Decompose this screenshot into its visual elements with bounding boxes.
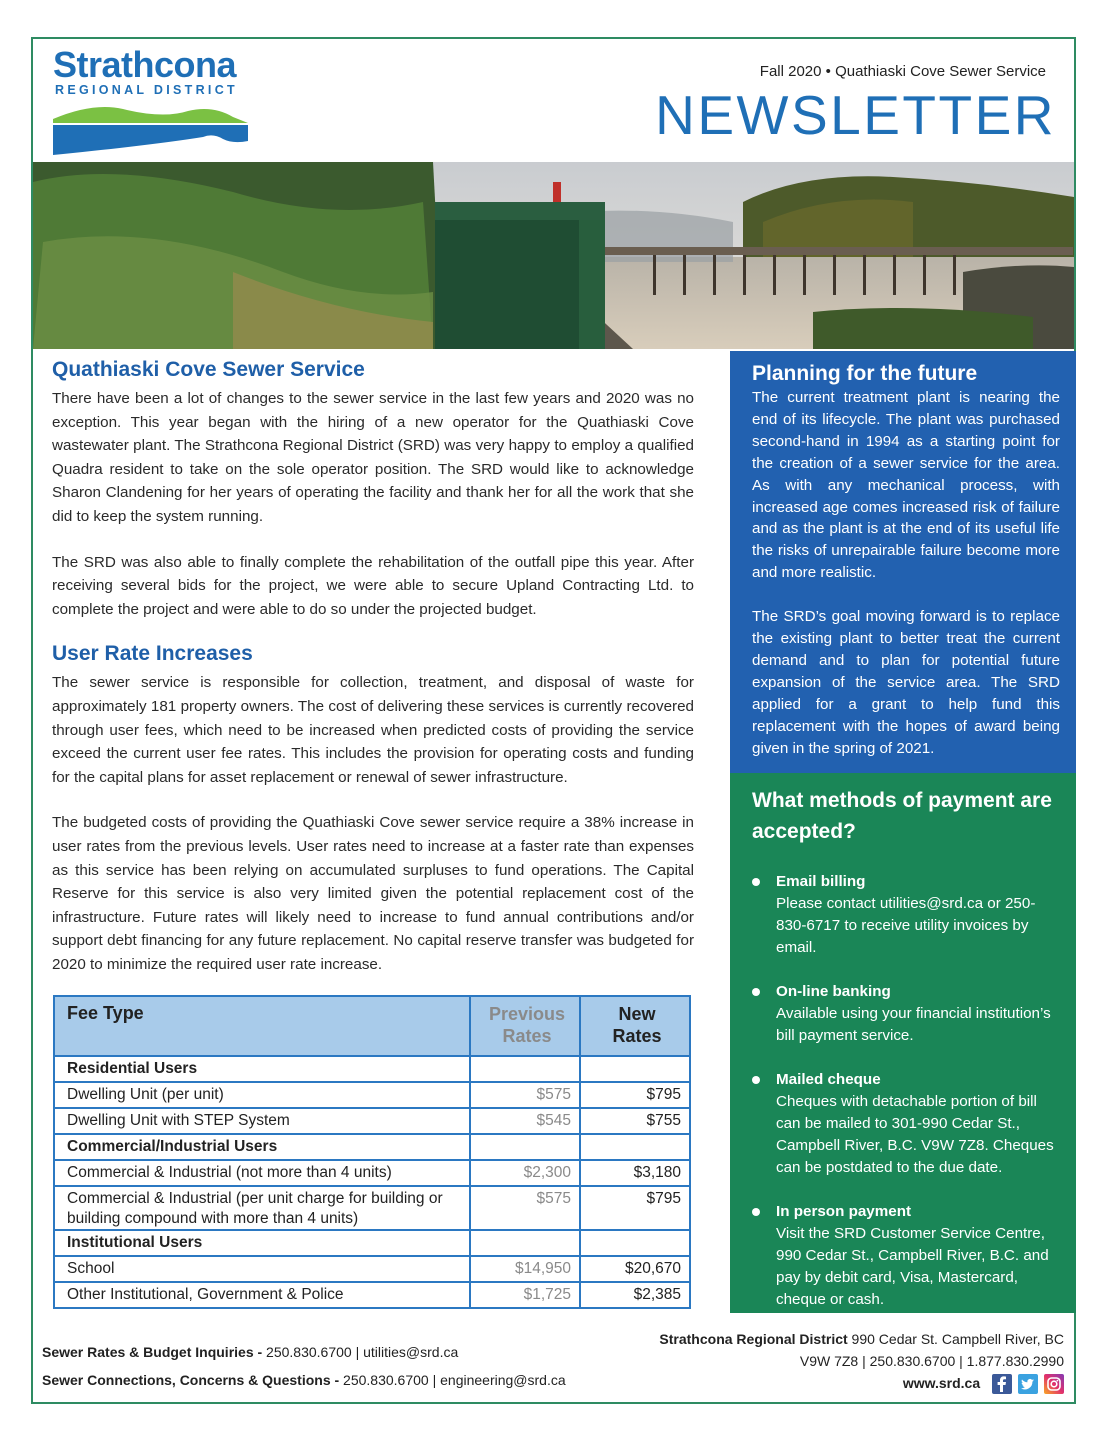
new-rate-cell — [580, 1134, 690, 1160]
payment-title: On-line banking — [776, 983, 891, 1000]
planning-paragraph-2: The SRD’s goal moving forward is to replace the existing plant to better treat the current demand and to plan for potential future expansion of the service area. The SRD applied for a grant to help fund this replacement with the hopes of award being given in the spring of 2021. — [752, 608, 1060, 757]
new-rate-cell: $755 — [580, 1108, 690, 1134]
table-row — [54, 1256, 690, 1282]
footer-org-name: Strathcona Regional District — [659, 1331, 848, 1347]
footer-label: Sewer Connections, Concerns & Questions - — [42, 1372, 340, 1388]
planning-heading: Planning for the future — [752, 362, 978, 385]
table-row — [54, 1082, 690, 1108]
twitter-icon[interactable] — [1018, 1374, 1038, 1394]
new-rate-cell — [580, 1056, 690, 1082]
issue-line: Fall 2020 • Quathiaski Cove Sewer Service — [759, 63, 1046, 80]
table-category-row — [54, 1230, 690, 1256]
instagram-icon[interactable] — [1044, 1374, 1064, 1394]
table-category-row — [54, 1056, 690, 1082]
footer-label: Sewer Rates & Budget Inquiries - — [42, 1344, 263, 1360]
previous-rate-cell — [470, 1230, 580, 1256]
table-category-row — [54, 1134, 690, 1160]
payment-text: Cheques with detachable portion of bill can be mailed to 301-990 Cedar St., Campbell River, B.C. V9W 7Z8. Cheques can be postdated to the due date. — [776, 1093, 1054, 1176]
waterfront-photo-image — [33, 162, 1074, 349]
sewer-service-paragraph-1: There have been a lot of changes to the sewer service in the last few years and 2020 was no exception. This year began with the hiring of a new operator for the Quathiaski Cove wastewater plant. The Strathcona Regional District (SRD) was very happy to employ a qualified Quadra resident to take on the sole operator position. The SRD would like to acknowledge Sharon Clandening for her years of operating the facility and thank her for all the work that she did to keep the system running. — [52, 390, 694, 525]
footer-rates-inquiries — [42, 1338, 566, 1366]
payment-item-in-person — [752, 1201, 1060, 1311]
header — [33, 39, 1074, 162]
bullet-icon — [752, 1208, 760, 1216]
section-heading-rate-increases: User Rate Increases — [52, 642, 253, 666]
new-rate-cell: $2,385 — [580, 1282, 690, 1308]
header-new-rates: New Rates — [580, 996, 690, 1056]
footer-value: 250.830.6700 | engineering@srd.ca — [339, 1372, 566, 1388]
payment-title: In person payment — [776, 1203, 912, 1220]
previous-rate-cell — [470, 1056, 580, 1082]
new-rate-cell: $795 — [580, 1082, 690, 1108]
header-previous-rates: Previous Rates — [470, 996, 580, 1056]
footer-address-line — [659, 1328, 1064, 1350]
logo-landscape-icon — [53, 97, 253, 157]
previous-rate-cell: $545 — [470, 1108, 580, 1134]
rates-table — [53, 995, 691, 1309]
previous-rate-cell: $1,725 — [470, 1282, 580, 1308]
payment-title: Mailed cheque — [776, 1071, 881, 1088]
social-links — [992, 1374, 1064, 1394]
footer-connections-inquiries — [42, 1366, 566, 1394]
new-rate-cell: $3,180 — [580, 1160, 690, 1186]
fee-type-cell: Commercial & Industrial (per unit charge for building or building compound with more than 4 units) — [54, 1186, 470, 1230]
rate-increases-paragraph-1: The sewer service is responsible for collection, treatment, and disposal of waste for approximately 181 property owners. The cost of delivering these services is currently recovered through user fees, which need to be increased when predicted costs of providing the service exceed the current user fee rates. This includes the provision for operating costs and funding for the capital plans for asset replacement or renewal of sewer infrastructure. — [52, 674, 694, 786]
payment-title: Email billing — [776, 873, 866, 890]
footer-value: 250.830.6700 | utilities@srd.ca — [262, 1344, 459, 1360]
previous-rate-cell: $2,300 — [470, 1160, 580, 1186]
sewer-service-paragraph-2: The SRD was also able to finally complete the rehabilitation of the outfall pipe this year. After receiving several bids for the project, we were able to secure Upland Contracting Ltd. to complete the project and were able to do so under the projected budget. — [52, 553, 694, 618]
bullet-icon — [752, 1076, 760, 1084]
rate-increases-paragraph-2: The budgeted costs of providing the Quathiaski Cove sewer service require a 38% increase in user rates from the previous levels. User rates need to increase at a faster rate than expenses as this service has been relying on accumulated surpluses to fund operations. The Capital Reserve for this service is also very limited given the potential replacement cost of the infrastructure. Future rates will likely need to increase to fund annual contributions and/or support debt financing for any future replacement. No capital reserve transfer was budgeted for 2020 to minimize the required user rate increase. — [52, 814, 694, 973]
table-row — [54, 1160, 690, 1186]
table-row — [54, 1186, 690, 1230]
new-rate-cell: $795 — [580, 1186, 690, 1230]
main-column — [52, 357, 694, 976]
fee-type-cell: Dwelling Unit (per unit) — [54, 1082, 470, 1108]
footer-postal-phone: V9W 7Z8 | 250.830.6700 | 1.877.830.2990 — [799, 1353, 1064, 1369]
new-rate-cell: $20,670 — [580, 1256, 690, 1282]
footer-web-line — [659, 1372, 1064, 1394]
fee-type-cell: Dwelling Unit with STEP System — [54, 1108, 470, 1134]
newsletter-title: NEWSLETTER — [655, 84, 1056, 146]
fee-type-cell: Commercial & Industrial (not more than 4 units) — [54, 1160, 470, 1186]
facebook-icon[interactable] — [992, 1374, 1012, 1394]
previous-rate-cell: $575 — [470, 1082, 580, 1108]
payment-item-mailed-cheque — [752, 1069, 1060, 1179]
rates-table-header — [54, 996, 690, 1056]
bullet-icon — [752, 878, 760, 886]
logo-name: Strathcona — [53, 44, 237, 85]
payment-text: Please contact utilities@srd.ca or 250-830-6717 to receive utility invoices by email. — [776, 895, 1036, 956]
fee-type-cell: Other Institutional, Government & Police — [54, 1282, 470, 1308]
hero-photo — [33, 162, 1074, 349]
previous-rate-cell: $575 — [470, 1186, 580, 1230]
previous-rate-cell: $14,950 — [470, 1256, 580, 1282]
payment-heading: What methods of payment are accepted? — [752, 789, 1052, 843]
fee-type-cell: School — [54, 1256, 470, 1282]
header-fee-type: Fee Type — [54, 996, 470, 1056]
logo-subtitle: REGIONAL DISTRICT — [55, 83, 238, 97]
fee-type-cell: Residential Users — [54, 1056, 470, 1082]
previous-rate-cell — [470, 1134, 580, 1160]
footer-address: 990 Cedar St. Campbell River, BC — [847, 1331, 1064, 1347]
payment-item-online-banking — [752, 981, 1060, 1047]
table-row — [54, 1282, 690, 1308]
footer-contacts — [42, 1338, 566, 1394]
planning-paragraph-1: The current treatment plant is nearing the end of its lifecycle. The plant was purchased second-hand in 1994 as a starting point for the creation of a sewer service for the area. As with any mechanical process, with increased age comes increased risk of failure and as the plant is at the end of its useful life the risks of unrepairable failure become more and more realistic. — [752, 389, 1060, 582]
bullet-icon — [752, 988, 760, 996]
website-link[interactable]: www.srd.ca — [902, 1375, 981, 1391]
section-heading-sewer-service: Quathiaski Cove Sewer Service — [52, 358, 365, 381]
planning-sidebar — [730, 351, 1076, 773]
table-row — [54, 1108, 690, 1134]
fee-type-cell: Commercial/Industrial Users — [54, 1134, 470, 1160]
footer-organization — [659, 1328, 1064, 1394]
payment-text: Available using your financial institution’s bill payment service. — [776, 1005, 1051, 1044]
payment-text: Visit the SRD Customer Service Centre, 990 Cedar St., Campbell River, B.C. and pay by debit card, Visa, Mastercard, cheque or cash. — [776, 1225, 1049, 1308]
fee-type-cell: Institutional Users — [54, 1230, 470, 1256]
payment-item-email — [752, 871, 1060, 959]
payment-sidebar — [730, 773, 1076, 1313]
srd-logo — [53, 45, 253, 157]
new-rate-cell — [580, 1230, 690, 1256]
